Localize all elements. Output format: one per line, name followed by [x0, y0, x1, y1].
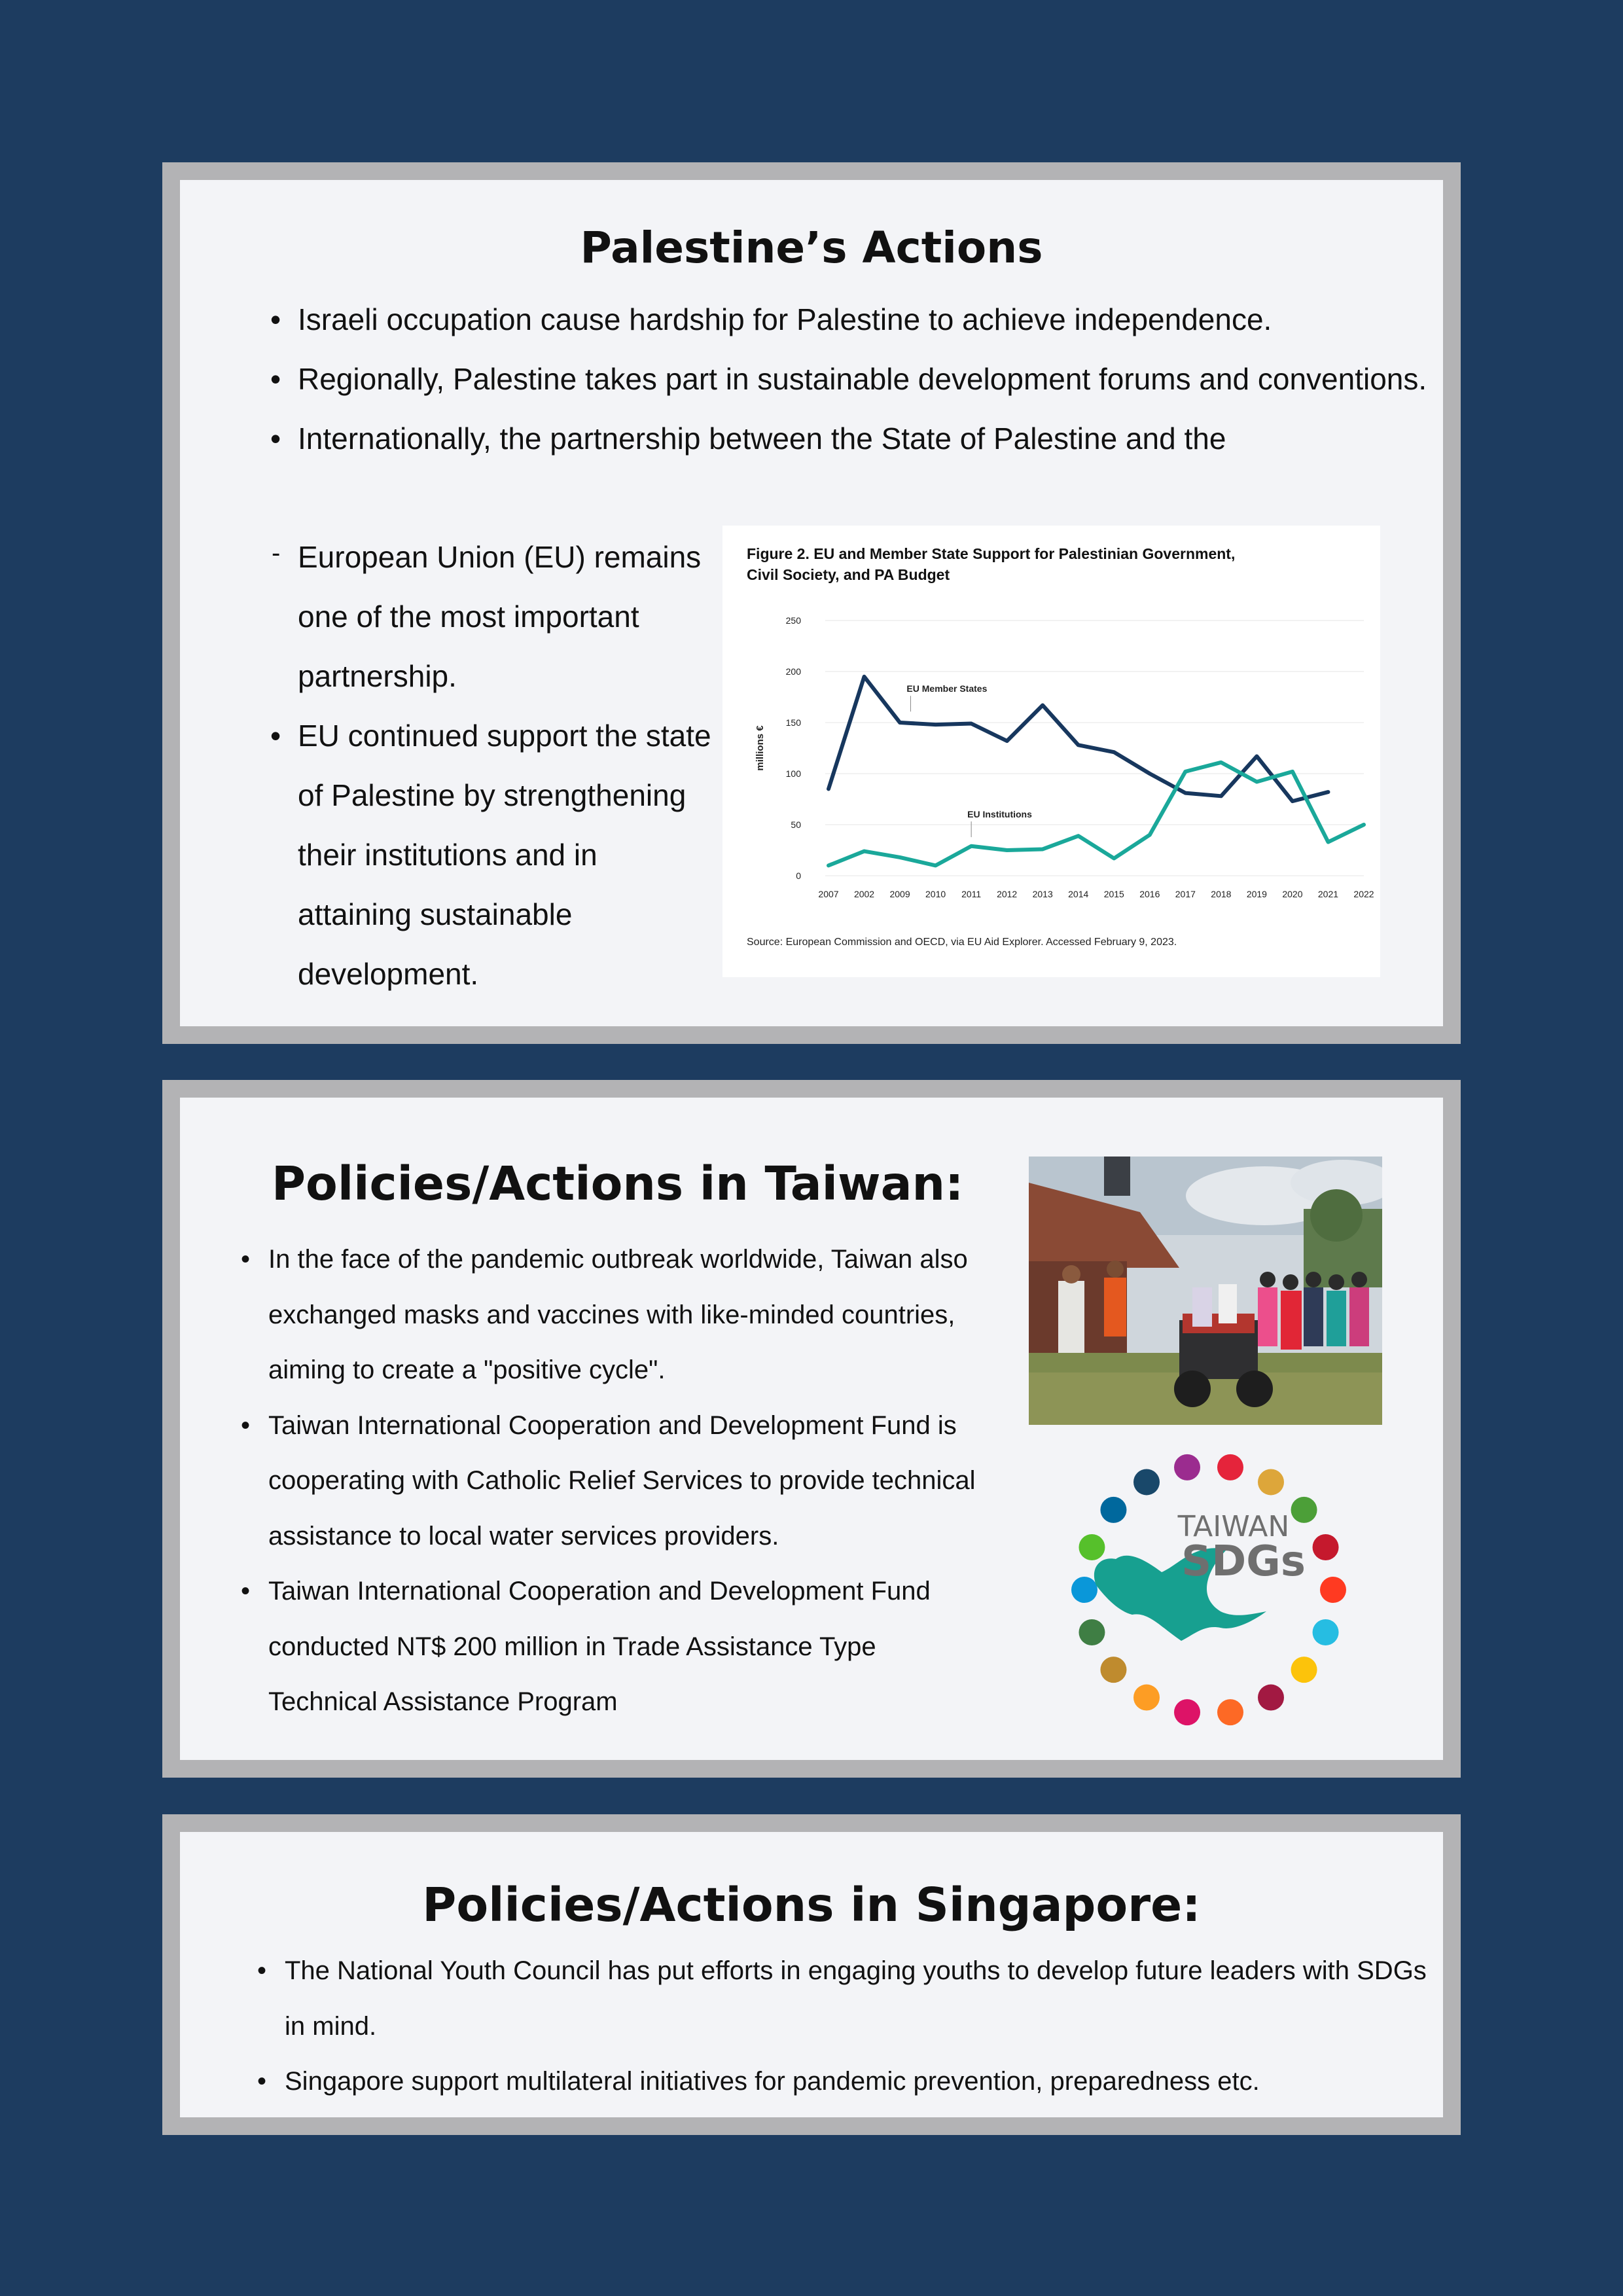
- x-tick-label: 2017: [1175, 889, 1196, 899]
- x-tick-label: 2014: [1068, 889, 1089, 899]
- sdg-dot: [1320, 1577, 1346, 1603]
- chart-annotation: EU Member States: [906, 683, 988, 694]
- y-tick-label: 250: [785, 615, 801, 626]
- sdg-dot: [1291, 1497, 1317, 1523]
- field-visit-photo: [1029, 1157, 1382, 1425]
- x-tick-label: 2019: [1246, 889, 1267, 899]
- taiwan-bullet: • Taiwan International Cooperation and Development Fund conducted NT$ 200 million in Trade Assistance Type Technical Assistance Program: [268, 1564, 988, 1730]
- palestine-bullet: • Internationally, the partnership between the State of Palestine and the: [298, 409, 1436, 469]
- sdg-dot: [1217, 1699, 1243, 1725]
- sdg-dot: [1258, 1469, 1284, 1495]
- series-line-0: [829, 677, 1328, 801]
- taiwan-bullet: • Taiwan International Cooperation and Development Fund is cooperating with Catholic Relief Services to provide technical assistance to local water services providers.: [268, 1398, 988, 1564]
- x-tick-label: 2007: [818, 889, 839, 899]
- taiwan-sdgs-logo: [1070, 1451, 1348, 1729]
- x-tick-label: 2018: [1211, 889, 1232, 899]
- taiwan-bullet-list: [268, 1232, 988, 1730]
- x-tick-label: 2016: [1139, 889, 1160, 899]
- sdg-dot: [1313, 1534, 1339, 1560]
- y-tick-label: 100: [785, 768, 801, 779]
- chart-title: Figure 2. EU and Member State Support for Palestinian Government,: [747, 545, 1236, 562]
- sdg-dot: [1174, 1699, 1200, 1725]
- chart-plot: [722, 526, 1380, 977]
- palestine-bullet-list: [298, 290, 1436, 469]
- x-tick-label: 2022: [1353, 889, 1374, 899]
- y-axis-label: millions €: [755, 725, 766, 771]
- sdg-dot: [1258, 1685, 1284, 1711]
- sdg-dot: [1100, 1657, 1126, 1683]
- singapore-bullet: • The National Youth Council has put efforts in engaging youths to develop future leaders with SDGs in mind.: [285, 1943, 1436, 2054]
- sdg-wheel: [1070, 1451, 1348, 1729]
- series-line-1: [829, 762, 1364, 866]
- palestine-title: Palestine’s Actions: [580, 223, 1043, 273]
- x-tick-label: 2002: [853, 889, 875, 899]
- palestine-bullet-list-continued: [298, 528, 717, 1004]
- sdg-dot: [1133, 1469, 1160, 1495]
- palestine-panel: [162, 162, 1461, 1044]
- sdg-dot: [1291, 1657, 1317, 1683]
- x-tick-label: 2021: [1317, 889, 1339, 899]
- sdg-dot: [1071, 1577, 1097, 1603]
- sdg-dot: [1079, 1619, 1105, 1645]
- x-tick-label: 2012: [997, 889, 1018, 899]
- sdg-dot: [1174, 1454, 1200, 1480]
- sdg-dot: [1217, 1454, 1243, 1480]
- palestine-bullet: • Israeli occupation cause hardship for Palestine to achieve independence.: [298, 290, 1436, 350]
- palestine-bullet: • Regionally, Palestine takes part in sustainable development forums and conventions.: [298, 350, 1436, 409]
- taiwan-bullet: • In the face of the pandemic outbreak worldwide, Taiwan also exchanged masks and vaccines with like-minded countries, aiming to create a "positive cycle".: [268, 1232, 988, 1398]
- taiwan-title: Policies/Actions in Taiwan:: [272, 1157, 964, 1211]
- chart-subtitle: Civil Society, and PA Budget: [747, 566, 950, 583]
- x-tick-label: 2011: [961, 889, 982, 899]
- sdg-dot: [1100, 1497, 1126, 1523]
- x-tick-label: 2015: [1103, 889, 1124, 899]
- eu-support-chart: [722, 526, 1380, 977]
- chart-annotation: EU Institutions: [967, 809, 1032, 820]
- y-tick-label: 50: [791, 819, 801, 830]
- y-tick-label: 150: [785, 717, 801, 728]
- chart-source: Source: European Commission and OECD, via EU Aid Explorer. Accessed February 9, 2023.: [747, 937, 1177, 948]
- singapore-panel: [162, 1814, 1461, 2135]
- x-tick-label: 2013: [1032, 889, 1053, 899]
- logo-sdgs-text: SDGs: [1181, 1537, 1306, 1586]
- taiwan-panel: [162, 1080, 1461, 1778]
- x-tick-label: 2009: [889, 889, 910, 899]
- palestine-bullet: - European Union (EU) remains one of the most important partnership.: [298, 528, 717, 706]
- palestine-bullet: • EU continued support the state of Palestine by strengthening their institutions and in attaining sustainable development.: [298, 706, 717, 1004]
- x-tick-label: 2020: [1282, 889, 1303, 899]
- sdg-dot: [1313, 1619, 1339, 1645]
- singapore-title: Policies/Actions in Singapore:: [422, 1878, 1201, 1932]
- y-tick-label: 200: [785, 666, 801, 677]
- sdg-dot: [1133, 1685, 1160, 1711]
- singapore-bullet-list: [285, 1943, 1436, 2109]
- logo-taiwan-text: TAIWAN: [1177, 1510, 1290, 1543]
- x-tick-label: 2010: [925, 889, 946, 899]
- field-visit-photo-image: [1029, 1157, 1382, 1425]
- y-tick-label: 0: [796, 870, 801, 881]
- sdg-dot: [1079, 1534, 1105, 1560]
- singapore-bullet: • Singapore support multilateral initiatives for pandemic prevention, preparedness etc.: [285, 2054, 1436, 2109]
